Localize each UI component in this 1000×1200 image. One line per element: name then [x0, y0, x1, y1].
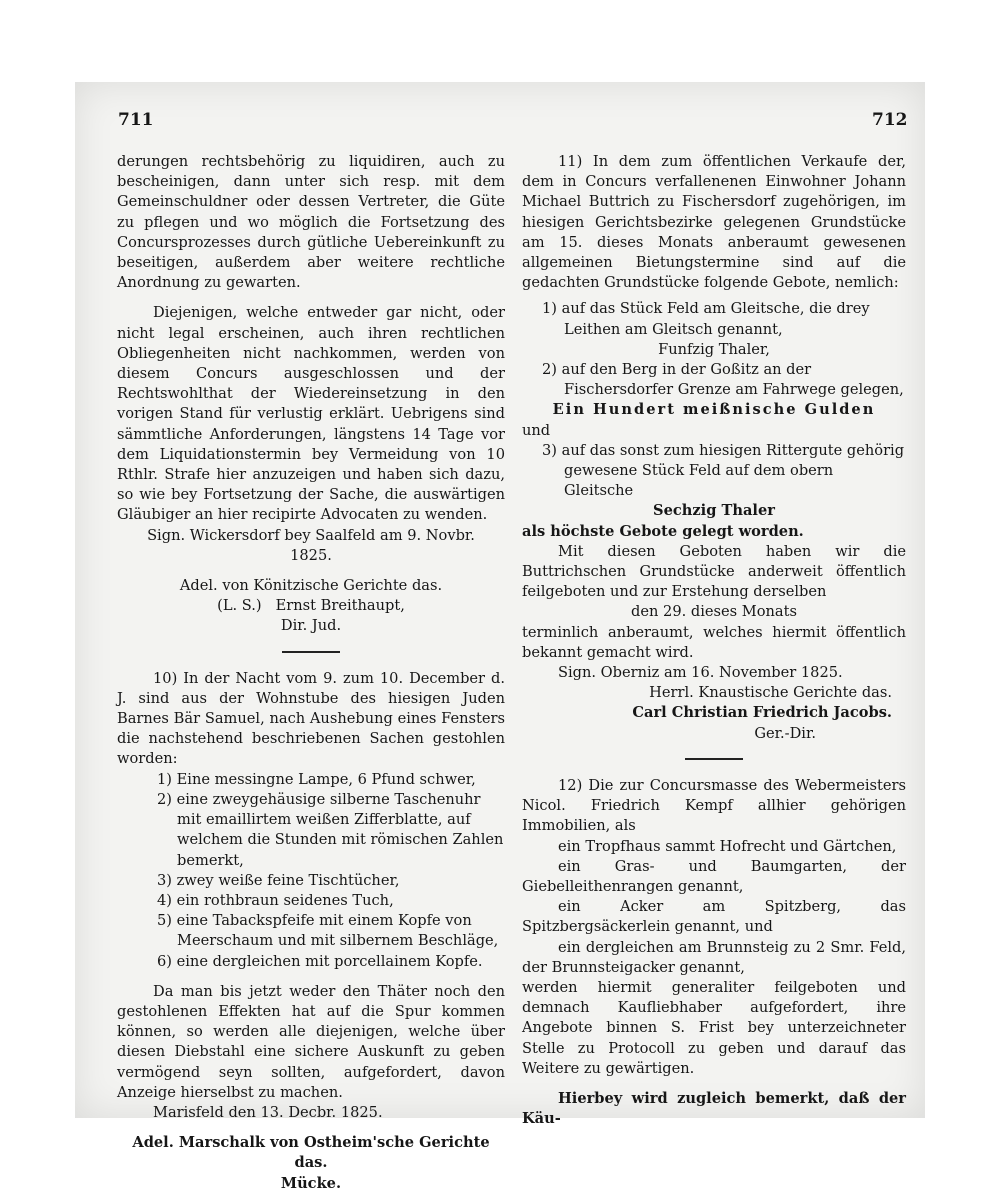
sign-place-date-right: Sign. Oberniz am 16. November 1825.	[558, 664, 843, 682]
paragraph-announcement: terminlich anberaumt, welches hiermit öffentlich bekannt gemacht wird.	[522, 623, 906, 661]
right-column	[522, 152, 906, 1129]
paragraph-note: Hierbey wird zugleich bemerkt, daß der Käu-	[522, 1089, 906, 1128]
stolen-item-5: 5) eine Tabackspfeife mit einem Kopfe von Meerschaum und mit silbernem Beschläge,	[157, 912, 499, 950]
immovable-3: ein Acker am Spitzberg, das Spitzbergsäckerlein genannt, und	[522, 898, 906, 936]
stolen-item-4: 4) ein rothbraun seidenes Tuch,	[157, 891, 394, 909]
notice-11-auction: 11) In dem zum öffentlichen Verkaufe der, dem in Concurs verfallenenen Einwohner Johann Michael Buttrich zu Fischersdorf zugehörigen, im hiesigen Gerichtsbezirke gelegenen Grundstücke am 15. dieses Monats anberaumt gewesenen allgemeinen Bietungstermine sind auf die gedachten Grundstücke folgende Gebote, nemlich:	[522, 153, 906, 292]
notice-12-immovables: 12) Die zur Concursmasse des Webermeisters Nicol. Friedrich Kempf allhier gehörigen Immobilien, als	[522, 776, 906, 835]
left-column	[117, 152, 505, 1194]
paragraph-bidding: werden hiermit generaliter feilgeboten und demnach Kaufliebhaber aufgefordert, ihre Angebote binnen S. Frist bey unterzeichneter Stelle zu Protocoll zu geben und darauf das Weitere zu gewärtigen.	[522, 978, 906, 1077]
paragraph-absentees: Diejenigen, welche entweder gar nicht, oder nicht legal erscheinen, auch ihren rechtlichen Obliegenheiten nicht nachkommen, werden von diesem Concurs ausgeschlossen und der Rechtswohlthat der Wiedereinsetzung in den vorigen Stand für verlustig erklärt. Uebrigens sind sämmtliche Anforderungen, längstens 14 Tage vor dem Liquidationstermin bey Vermeidung von 10 Rthlr. Strafe hier anzuzeigen und haben sich dazu, so wie bey Fortsetzung der Sache, die auswärtigen Gläubiger an hier recipirte Advocaten zu wenden.	[117, 304, 505, 524]
court-name: Adel. von Könitzische Gerichte das.	[179, 577, 443, 595]
paragraph-continuation: derungen rechtsbehörig zu liquidiren, auch zu bescheinigen, dann unter sich resp. mit dem Gemeinschuldner oder dessen Vertreter, die Güte zu pflegen und wo möglich die Fortsetzung des Concursprozesses durch gütliche Uebereinkunft zu beseitigen, außerdem aber weitere rechtliche Anordnung zu gewarten.	[117, 153, 505, 292]
place-date: Marisfeld den 13. Decbr. 1825.	[153, 1103, 383, 1121]
seal-mark: (L. S.)	[217, 597, 262, 615]
term-date: den 29. dieses Monats	[631, 603, 797, 621]
bid-price-2: Ein Hundert meißnische Gulden	[552, 401, 876, 419]
immovable-4: ein dergleichen am Brunnsteig zu 2 Smr. Feld, der Brunnsteigacker genannt,	[522, 938, 906, 976]
immovable-1: ein Tropfhaus sammt Hofrecht und Gärtchen,	[558, 837, 897, 855]
signature-row	[117, 596, 505, 616]
section-divider	[282, 651, 340, 653]
notice-10-theft: 10) In der Nacht vom 9. zum 10. December d. J. sind aus der Wohnstube des hiesigen Juden Barnes Bär Samuel, nach Aushebung eines Fensters die nachstehend beschriebenen Sachen gestohlen worden:	[117, 669, 505, 768]
court-name-right: Herrl. Knaustische Gerichte das.	[649, 684, 892, 702]
signer-name-2: Mücke.	[280, 1174, 342, 1192]
stolen-item-3: 3) zwey weiße feine Tischtücher,	[157, 871, 400, 889]
bid-item-1: 1) auf das Stück Feld am Gleitsche, die drey Leithen am Gleitsch genannt,	[542, 300, 870, 338]
sign-year: 1825.	[290, 546, 332, 564]
signer-title: Dir. Jud.	[280, 617, 342, 635]
bid-item-3: 3) auf das sonst zum hiesigen Rittergute gehörig gewesene Stück Feld auf dem obern Gleitsche	[542, 441, 905, 500]
stolen-item-1: 1) Eine messingne Lampe, 6 Pfund schwer,	[157, 770, 476, 788]
conjunction-und: und	[522, 421, 551, 439]
bid-price-1: Funfzig Thaler,	[658, 340, 770, 358]
paragraph-request-info: Da man bis jetzt weder den Thäter noch den gestohlenen Effekten hat auf die Spur kommen können, so werden alle diejenigen, welche über diesen Diebstahl eine sichere Auskunft zu geben vermögend seyn sollten, aufgefordert, davon Anzeige hierselbst zu machen.	[117, 982, 505, 1101]
section-divider-right	[685, 758, 743, 760]
bid-item-2: 2) auf den Berg in der Goßitz an der Fischersdorfer Grenze am Fahrwege gelegen,	[542, 361, 904, 399]
sign-place-date: Sign. Wickersdorf bey Saalfeld am 9. Novbr.	[147, 526, 475, 544]
immovable-2: ein Gras- und Baumgarten, der Giebelleithenrangen genannt,	[522, 857, 906, 895]
page-number-left: 711	[118, 110, 154, 130]
stolen-item-2: 2) eine zweygehäusige silberne Taschenuhr mit emaillirtem weißen Zifferblatte, auf welchem die Stunden mit römischen Zahlen bemerkt,	[157, 790, 504, 869]
bid-price-3: Sechzig Thaler	[653, 502, 775, 520]
signer-name-right: Carl Christian Friedrich Jacobs.	[632, 704, 892, 722]
signer-title-right: Ger.-Dir.	[754, 724, 816, 742]
stolen-item-6: 6) eine dergleichen mit porcellainem Kopfe.	[157, 952, 483, 970]
court-name-2: Adel. Marschalk von Ostheim'sche Gerichte das.	[132, 1134, 490, 1172]
paragraph-offer: Mit diesen Geboten haben wir die Buttrichschen Grundstücke anderweit öffentlich feilgeboten und zur Erstehung derselben	[522, 542, 906, 601]
highest-bids-line: als höchste Gebote gelegt worden.	[522, 522, 804, 540]
signer-name: Ernst Breithaupt,	[275, 597, 405, 615]
page-number-right: 712	[872, 110, 908, 130]
